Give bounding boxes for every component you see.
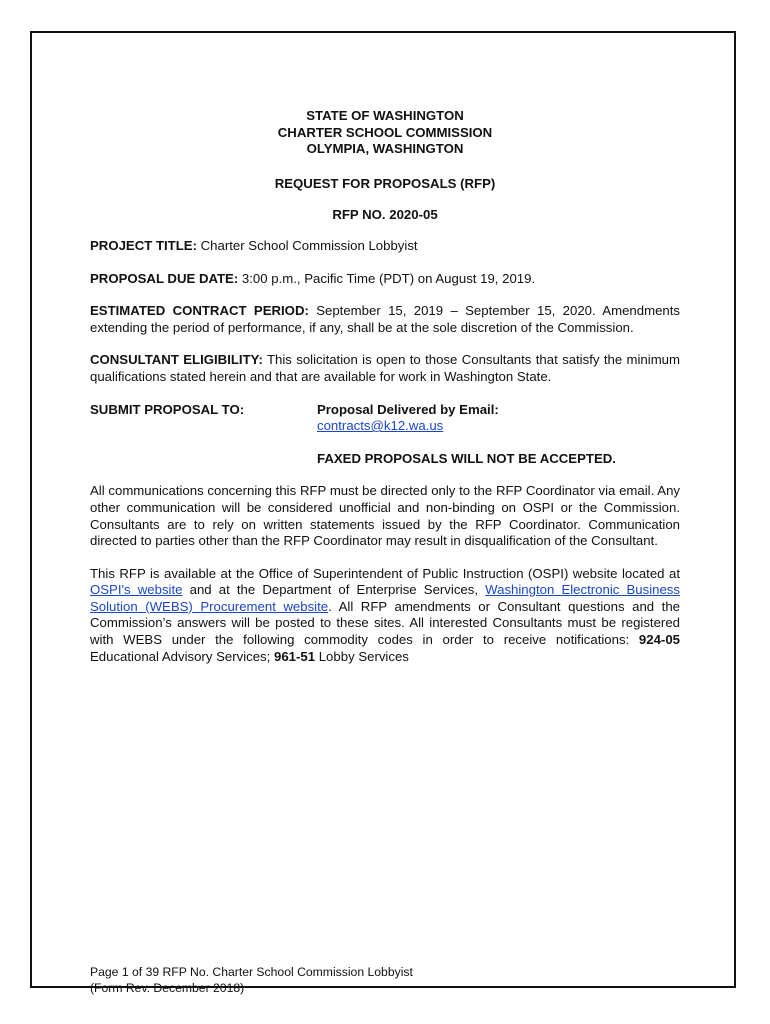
availability-paragraph <box>90 566 680 666</box>
commodity-code-1: 924-05 <box>638 632 680 648</box>
document-body <box>90 108 680 665</box>
eligibility-value: This solicitation is open to those Consultants that satisfy the minimum qualifications stated herein and that are available for work in Washington State. <box>90 352 681 384</box>
contract-period-value: September 15, 2019 – September 15, 2020. Amendments extending the period of performance, if any, shall be at the sole discretion of the Commission. <box>90 303 680 335</box>
commodity-code-2-desc: Lobby Services <box>315 648 409 664</box>
ospi-website-link[interactable]: OSPI's website <box>90 582 183 598</box>
communications-paragraph: All communications concerning this RFP must be directed only to the RFP Coordinator via email. Any other communication will be considered unofficial and non-binding on OSPI or the Commission. Consultants are to rely on written statements issued by the RFP Coordinator. Communication directed to parties other than the RFP Coordinator may result in disqualification of the Consultant. <box>90 483 680 549</box>
availability-text-1: This RFP is available at the Office of Superintendent of Public Instruction (OSPI) website located at <box>90 565 680 581</box>
submit-proposal-section <box>90 402 680 468</box>
submit-label: SUBMIT PROPOSAL TO: <box>90 401 245 417</box>
project-title <box>90 238 680 255</box>
rfp-number: RFP NO. 2020-05 <box>332 207 438 223</box>
commodity-code-1-desc: Educational Advisory Services; <box>90 648 274 664</box>
header-line-city: OLYMPIA, WASHINGTON <box>306 141 464 157</box>
footer-form-rev: (Form Rev. December 2018) <box>90 981 245 995</box>
page-footer <box>90 964 413 996</box>
header-line-commission: CHARTER SCHOOL COMMISSION <box>277 124 493 140</box>
rfp-heading: REQUEST FOR PROPOSALS (RFP) <box>274 175 496 191</box>
fax-notice: FAXED PROPOSALS WILL NOT BE ACCEPTED. <box>317 450 616 466</box>
project-title-value: Charter School Commission Lobbyist <box>196 237 418 253</box>
webs-procurement-link[interactable]: Washington Electronic Business Solution (WEBS) Procurement website <box>90 582 680 614</box>
submit-method: Proposal Delivered by Email: <box>317 401 499 417</box>
eligibility-label: CONSULTANT ELIGIBILITY: <box>90 352 263 368</box>
agency-header <box>90 108 680 158</box>
proposal-due-date <box>90 271 680 288</box>
footer-page-info: Page 1 of 39 RFP No. Charter School Commission Lobbyist <box>90 965 413 979</box>
project-title-label: PROJECT TITLE: <box>90 237 197 253</box>
availability-text-2: and at the Department of Enterprise Services, <box>182 582 486 598</box>
header-line-state: STATE OF WASHINGTON <box>306 108 464 123</box>
due-date-label: PROPOSAL DUE DATE: <box>90 270 239 286</box>
contract-period <box>90 303 680 336</box>
submit-details <box>317 402 680 468</box>
consultant-eligibility <box>90 352 680 385</box>
email-link[interactable]: contracts@k12.wa.us <box>317 418 444 434</box>
contract-period-label: ESTIMATED CONTRACT PERIOD: <box>90 303 309 319</box>
due-date-value: 3:00 p.m., Pacific Time (PDT) on August 19, 2019. <box>238 270 536 286</box>
commodity-code-2: 961-51 <box>273 648 316 664</box>
availability-text-3: . All RFP amendments or Consultant questions and the Commission’s answers will be posted to these sites. All interested Consultants must be registered with WEBS under the following commodity codes in order to receive notifications: <box>90 598 680 648</box>
